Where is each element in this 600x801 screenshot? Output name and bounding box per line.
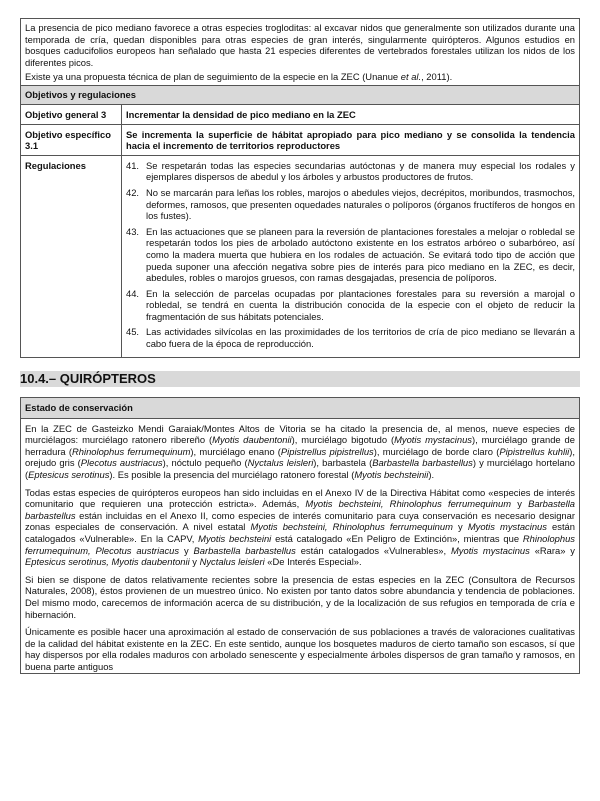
text-segment: y <box>189 556 200 568</box>
text-segment: ), nóctulo pequeño ( <box>162 457 248 469</box>
intro-p2-etal: et al. <box>400 71 422 83</box>
conservation-body <box>21 419 579 673</box>
text-segment: están catalogados «Vulnerables», <box>295 544 451 556</box>
regulation-number: 44. <box>126 287 140 299</box>
species-name: Myotis mystacinus <box>394 434 472 446</box>
regulation-text: Las actividades silvícolas en las proximidades de los territorios de cría de pico mediano se llevarán a cabo fuera de la época de reproducción. <box>146 326 575 350</box>
regulation-number: 45. <box>126 326 140 338</box>
species-name: Myotis mystacinus <box>467 521 547 533</box>
text-segment: está catalogado «En Peligro de Extinción», mientras que <box>271 533 523 544</box>
species-name: Barbastella barbastellus <box>193 544 296 556</box>
species-name: Myotis bechsteini, Rhinolophus ferrumequinum <box>305 498 512 510</box>
regulations-cell <box>122 155 580 356</box>
regulation-number: 41. <box>126 159 140 171</box>
objective-specific-value: Se incrementa la superficie de hábitat apropiado para pico mediano y se consolida la tendencia hacia el incremento de territorios reproductores <box>122 124 580 155</box>
text-segment: y <box>452 521 468 533</box>
conservation-box <box>20 397 580 674</box>
text-segment: están incluidas en el Anexo II, como especies de interés comunitario para cuya conservación es necesario designar zonas especiales de conservación. A nivel estatal <box>25 509 575 533</box>
text-segment: ) y murciélago hortelano ( <box>25 457 576 481</box>
text-segment: están catalogados «Vulnerable». En la CAPV, <box>25 521 575 544</box>
text-segment: ). <box>428 469 435 481</box>
text-segment: ), orejudo gris ( <box>25 445 576 469</box>
species-name: Myotis bechsteini <box>198 533 272 544</box>
text-segment: «De Interés Especial». <box>264 556 362 568</box>
species-name: Myotis daubentonii <box>212 434 292 446</box>
text-segment: y <box>511 498 529 510</box>
regulations-list <box>126 160 575 350</box>
species-name: Plecotus austriacus <box>80 457 163 469</box>
objective-general-value: Incrementar la densidad de pico mediano en la ZEC <box>122 104 580 124</box>
text-segment: ), barbastela ( <box>313 457 373 469</box>
text-segment: Todas estas especies de quirópteros europeos han sido incluidas en el Anexo IV de la Directiva Hábitat como «especies de interés comunitario que requieren una protección estricta». Además, <box>25 486 575 510</box>
species-name: Rhinolophus ferrumequinum <box>72 445 191 457</box>
objectives-table <box>21 104 579 357</box>
page <box>20 18 580 674</box>
regulation-text: En las actuaciones que se planeen para la reversión de plantaciones forestales a melojar o robledal se respetarán todos los pies de arbolado autóctono existente en los estratos arbóreo o subarbóreo, así como la madera muerta que hubiera en los rodales de actuación. Se evitará todo tipo de acción que pueda suponer una afección negativa sobre pies de interés para pico mediano en la ZEC, es decir, abedules, robles o marojos gruesos, con ramas desgajadas, presencia de políporos. <box>146 225 575 284</box>
regulation-item <box>126 160 575 183</box>
conservation-paragraph-2 <box>21 487 579 568</box>
objective-specific-label: Objetivo específico 3.1 <box>21 124 122 155</box>
species-name: Eptesicus serotinus, Myotis daubentonii <box>25 556 190 568</box>
species-name: Pipistrellus pipistrellus <box>280 445 374 457</box>
regulation-item <box>126 326 575 349</box>
species-name: Nyctalus leisleri <box>199 556 265 568</box>
text-segment: ), murciélago enano ( <box>190 445 281 457</box>
regulation-item <box>126 288 575 323</box>
text-segment: En la ZEC de Gasteizko Mendi Garaiak/Montes Altos de Vitoria se ha citado la presencia de, al menos, nueve especies de murciélagos: murciélago ratonero ribereño ( <box>25 422 575 446</box>
species-name: Barbastella barbastellus <box>372 457 473 469</box>
species-name: Pipistrellus kuhlii <box>499 445 570 457</box>
species-name: Barbastella barbastellus <box>25 498 575 521</box>
text-segment: ), murciélago grande de herradura ( <box>25 434 575 457</box>
regulation-number: 43. <box>126 225 140 237</box>
text-segment: ), murciélago bigotudo ( <box>291 434 395 446</box>
text-segment: y <box>179 544 194 556</box>
objective-general-row <box>21 104 579 124</box>
regulation-text: Se respetarán todas las especies secundarias autóctonas y de manera muy especial los rodales y ejemplares dispersos de abedul y los árboles y arbustos productores de frutos. <box>146 159 575 183</box>
species-name: Myotis mystacinus <box>450 544 530 556</box>
regulation-text: En la selección de parcelas ocupadas por plantaciones forestales para su reversión a marojal o robledal, se tendrá en cuenta la distribución conocida de la especie con el objeto de reducir la fragmentación de sus hábitats potenciales. <box>146 287 575 322</box>
conservation-header: Estado de conservación <box>21 398 579 419</box>
regulation-item <box>126 226 575 284</box>
regulation-text: No se marcarán para leñas los robles, marojos o abedules viejos, decrépitos, moribundos, trasmochos, deformes, ramosos, que presenten oquedades naturales o políporos (órganos fructíferos de hongos en los fustes). <box>146 186 575 222</box>
species-name: Rhinolophus ferrumequinum, Plecotus austriacus <box>25 533 575 556</box>
intro-p2-text-b: , 2011). <box>421 71 453 83</box>
text-segment: «Rara» y <box>529 544 575 556</box>
text-segment: ), murciélago de borde claro ( <box>373 445 500 457</box>
objective-general-label: Objetivo general 3 <box>21 104 122 124</box>
species-name: Nyctalus leisleri <box>247 457 314 469</box>
regulation-item <box>126 187 575 222</box>
objective-specific-row <box>21 124 579 155</box>
regulation-number: 42. <box>126 186 140 198</box>
intro-paragraph-2 <box>21 71 579 83</box>
intro-paragraph-1: La presencia de pico mediano favorece a otras especies trogloditas: al excavar nidos que generalmente son utilizados durante una temporada de cría, quedan disponibles para otras especies de gran interés, singularmente quirópteros. Algunos estudios en bosques caducifolios europeos han señalado que hasta 21 especies diferentes de vertebrados forestales utilizan los nidos de los diferentes picos. <box>25 22 575 68</box>
objectives-header: Objetivos y regulaciones <box>21 85 579 104</box>
regulations-label: Regulaciones <box>21 155 122 356</box>
objectives-box <box>20 18 580 358</box>
species-name: Myotis bechsteinii <box>354 469 429 481</box>
intro-p2-text-a: Existe ya una propuesta técnica de plan de seguimiento de la especie en la ZEC (Unanue <box>25 71 401 83</box>
species-name: Myotis bechsteini, Rhinolophus ferrumequinum <box>250 521 453 533</box>
conservation-paragraph-1 <box>21 423 579 481</box>
section-title: 10.4.– QUIRÓPTEROS <box>20 371 580 387</box>
text-segment: ). Es posible la presencia del murciélago ratonero forestal ( <box>109 469 355 481</box>
conservation-paragraph-4: Únicamente es posible hacer una aproximación al estado de conservación de sus poblaciones a través de valoraciones cualitativas de la calidad del hábitat existente en la ZEC. En este sentido, aunque los bosquetes maduros de cierto tamaño son escasos, sí que hay dispersos por ella rodales maduros con arbolado senescente y especialmente árboles dispersos de gran tamaño y ramosos, en buena parte antiguos <box>25 626 575 672</box>
intro-section <box>21 19 579 85</box>
conservation-paragraph-3: Si bien se dispone de datos relativamente recientes sobre la presencia de estas especies en la ZEC (Consultora de Recursos Naturales, 2008), éstos provienen de un muestreo único. No existen por tanto datos sobre abundancia y tendencia de poblaciones. Del mismo modo, carecemos de información acerca de su distribución, y de la localización de sus refugios en temporada de cría e hibernación. <box>25 573 575 620</box>
regulations-row <box>21 155 579 356</box>
species-name: Eptesicus serotinus <box>28 469 110 481</box>
